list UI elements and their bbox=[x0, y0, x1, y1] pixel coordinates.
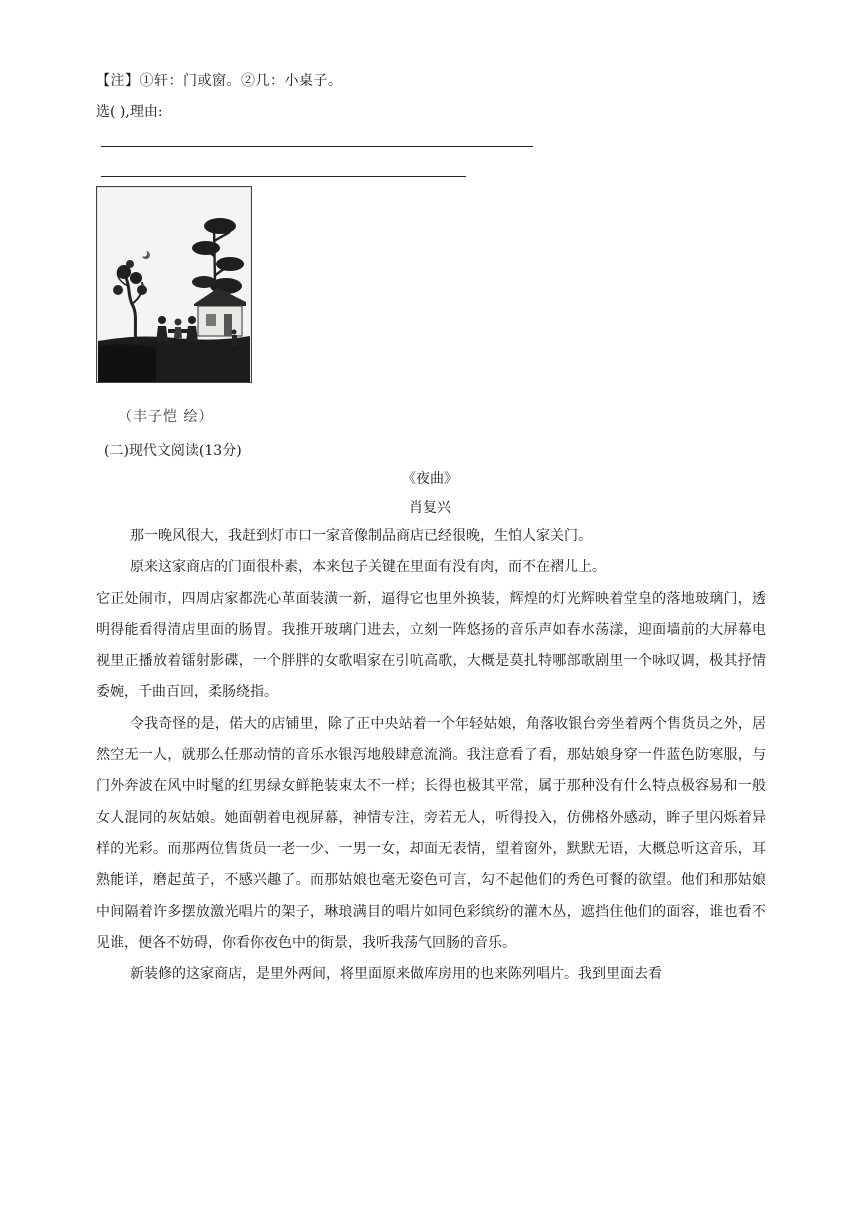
section-heading: (二)现代文阅读(13分) bbox=[104, 443, 242, 459]
paragraph: 它正处闹市，四周店家都洗心革面装潢一新，逼得它也里外换装，辉煌的灯光辉映着堂皇的落地玻璃门，透明得能看得清店里面的肠胃。我推开玻璃门进去，立刻一阵悠扬的音乐声如春水荡漾，迎面墙前的大屏幕电视里正播放着镭射影碟，一个胖胖的女歌唱家在引吭高歌，大概是莫扎特哪部歌剧里一个咏叹调，极其抒情委婉，千曲百回，柔肠绕指。 bbox=[96, 590, 766, 701]
paragraph: 令我奇怪的是，偌大的店铺里，除了正中央站着一个年轻姑娘，角落收银台旁坐着两个售货员之外，居然空无一人，就那么任那动情的音乐水银泻地般肆意流淌。我注意看了看，那姑娘身穿一件蓝色防寒服，与门外奔波在风中时髦的红男绿女鲜艳装束太不一样；长得也极其平常，属于那种没有什么特点极容易和一般女人混同的灰姑娘。她面朝着电视屏幕，神情专注，旁若无人，听得投入，仿佛格外感动，眸子里闪烁着异样的光彩。而那两位售货员一老一少、一男一女，却面无表情，望着窗外，默默无语，大概总听这音乐，耳熟能详，磨起茧子，不感兴趣了。而那姑娘也毫无姿色可言，勾不起他们的秀色可餐的欲望。他们和那姑娘中间隔着许多摆放激光唱片的架子，琳琅满目的唱片如同色彩缤纷的灌木丛，遮挡住他们的面容，谁也看不见谁，便各不妨碍，你看你夜色中的街景，我听我荡气回肠的音乐。 bbox=[96, 715, 766, 951]
article-title: 《夜曲》 bbox=[402, 471, 458, 487]
annotation-note: 【注】①轩：门或窗。②几：小桌子。 bbox=[96, 73, 343, 89]
painting-illustration bbox=[96, 186, 252, 383]
answer-line-2[interactable] bbox=[101, 176, 466, 177]
paragraph: 新装修的这家商店，是里外两间，将里面原来做库房用的也来陈列唱片。我到里面去看 bbox=[130, 966, 662, 983]
paragraph: 原来这家商店的门面很朴素，本来包子关键在里面有没有肉，而不在褶儿上。 bbox=[130, 559, 606, 576]
painting-caption: （丰子恺 绘） bbox=[118, 409, 214, 425]
choice-prompt: 选( ),理由: bbox=[96, 104, 163, 120]
paragraph: 那一晚风很大，我赶到灯市口一家音像制品商店已经很晚，生怕人家关门。 bbox=[130, 528, 592, 544]
article-body bbox=[96, 521, 766, 990]
article-author: 肖复兴 bbox=[409, 500, 451, 516]
answer-line-1[interactable] bbox=[101, 146, 533, 147]
